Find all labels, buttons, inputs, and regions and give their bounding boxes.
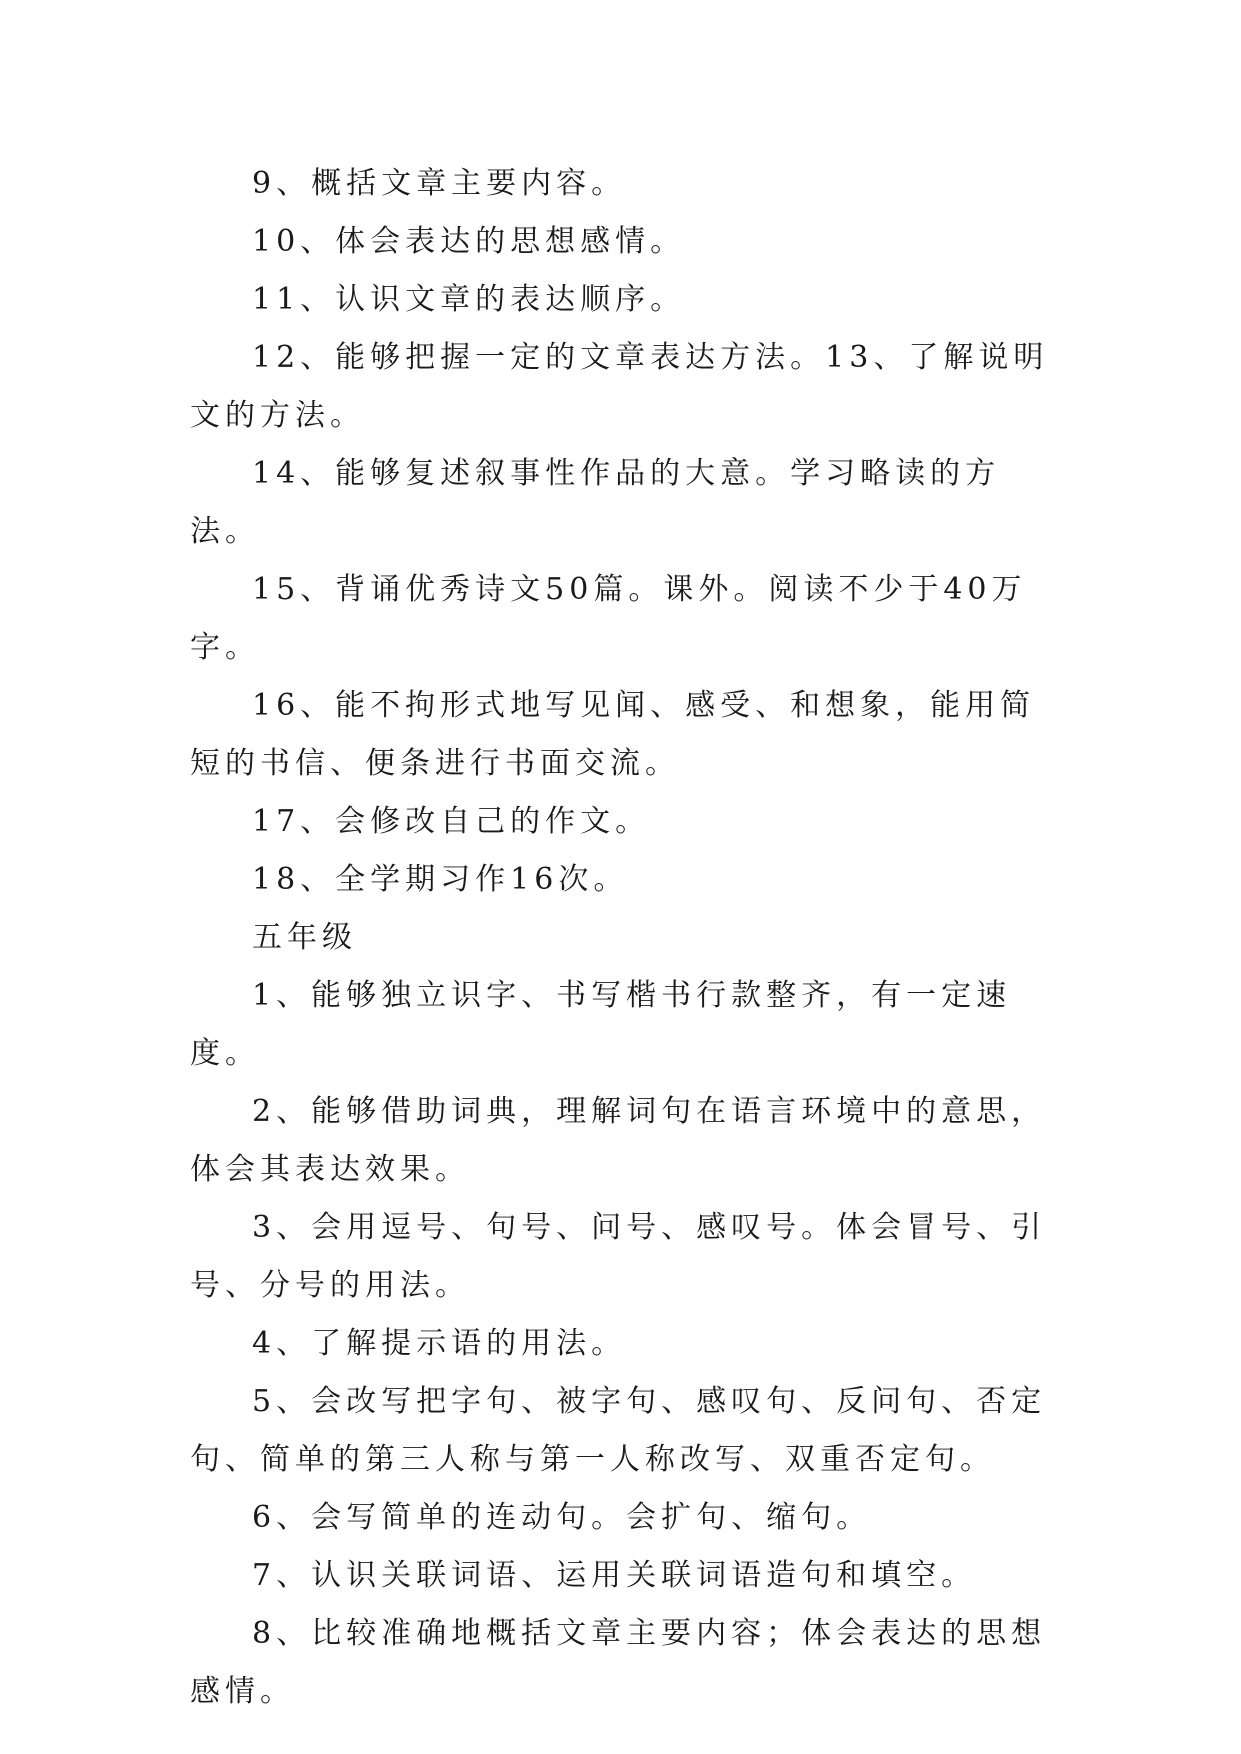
paragraph-item-14: 14、能够复述叙事性作品的大意。学习略读的方法。	[190, 456, 1001, 549]
paragraph-item-18: 18、全学期习作16次。	[252, 862, 629, 897]
paragraph-item-15: 15、背诵优秀诗文50篇。课外。阅读不少于40万字。	[190, 572, 1027, 665]
grade-five-item-3: 3、会用逗号、句号、问号、感叹号。体会冒号、引号、分号的用法。	[190, 1210, 1047, 1303]
paragraph-item-17: 17、会修改自己的作文。	[252, 804, 651, 839]
grade-five-item-6: 6、会写简单的连动句。会扩句、缩句。	[252, 1500, 872, 1535]
paragraph-item-11: 11、认识文章的表达顺序。	[252, 282, 686, 317]
grade-five-item-7: 7、认识关联词语、运用关联词语造句和填空。	[252, 1558, 977, 1593]
grade-five-item-4: 4、了解提示语的用法。	[252, 1326, 627, 1361]
section-heading-grade-five: 五年级	[252, 920, 357, 955]
paragraph-item-12-13: 12、能够把握一定的文章表达方法。13、了解说明文的方法。	[190, 340, 1049, 433]
paragraph-item-16: 16、能不拘形式地写见闻、感受、和想象，能用简短的书信、便条进行书面交流。	[190, 688, 1036, 781]
grade-five-item-1: 1、能够独立识字、书写楷书行款整齐，有一定速度。	[190, 978, 1012, 1071]
document-body	[190, 155, 1052, 1721]
grade-five-item-8: 8、比较准确地概括文章主要内容；体会表达的思想感情。	[190, 1616, 1047, 1709]
paragraph-item-9: 9、概括文章主要内容。	[252, 166, 627, 201]
paragraph-item-10: 10、体会表达的思想感情。	[252, 224, 686, 259]
grade-five-item-5: 5、会改写把字句、被字句、感叹句、反问句、否定句、简单的第三人称与第一人称改写、双重否定句。	[190, 1384, 1047, 1477]
grade-five-item-2: 2、能够借助词典，理解词句在语言环境中的意思，体会其表达效果。	[190, 1094, 1047, 1187]
